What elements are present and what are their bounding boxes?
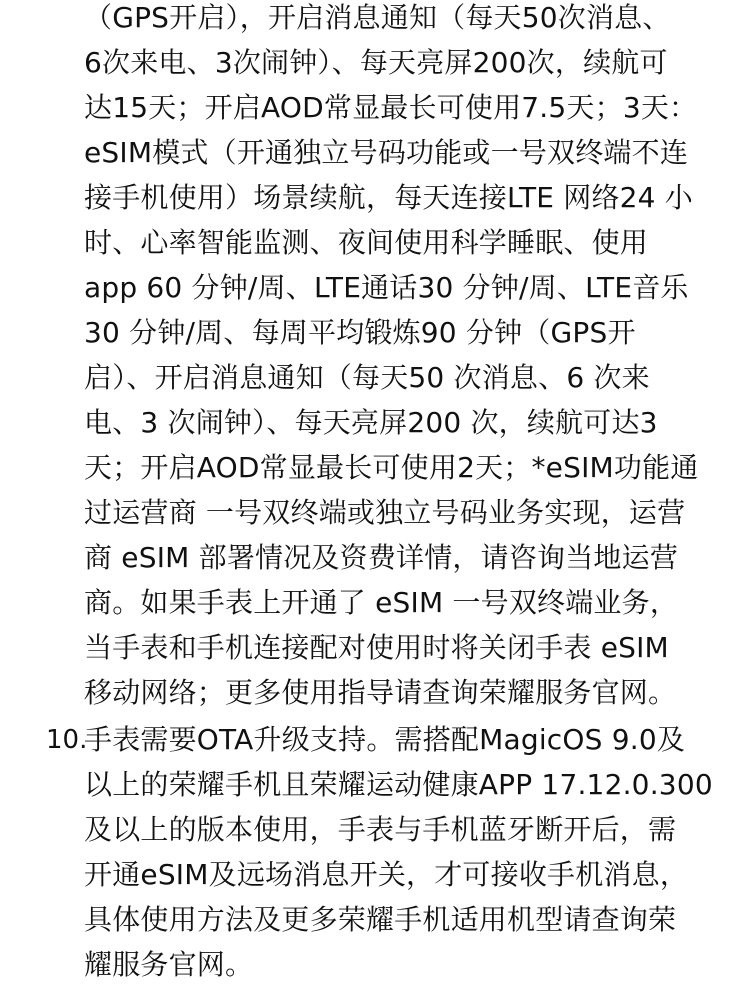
note-9-line: 6次来电、3次闹钟）、每天亮屏200次，续航可 <box>84 46 668 79</box>
note-10-line: 具体使用方法及更多荣耀手机适用机型请查询荣 <box>84 903 677 936</box>
note-10-line: 开通eSIM及远场消息开关，才可接收手机消息， <box>84 858 689 891</box>
note-9-line: 商。如果手表上开通了 eSIM 一号双终端业务， <box>84 586 679 619</box>
note-10-line: 耀服务官网。 <box>84 948 254 981</box>
note-9-line: 天；开启AOD常显最长可使用2天；*eSIM功能通 <box>84 451 699 484</box>
note-9-line: 启）、开启消息通知（每天50 次消息、6 次来 <box>84 361 650 394</box>
note-9-line: 移动网络；更多使用指导请查询荣耀服务官网。 <box>84 676 677 709</box>
note-10-line: 及以上的版本使用，手表与手机蓝牙断开后，需 <box>84 813 677 846</box>
note-9-line: （GPS开启），开启消息通知（每天50次消息、 <box>84 1 671 34</box>
note-9-line: 过运营商 一号双终端或独立号码业务实现，运营 <box>84 496 686 529</box>
note-9-line: 商 eSIM 部署情况及资费详情，请咨询当地运营 <box>84 541 679 574</box>
note-9-line: 30 分钟/周、每周平均锻炼90 分钟（GPS开 <box>84 316 636 349</box>
note-10-number: 10. <box>46 725 88 755</box>
note-9-line: 当手表和手机连接配对使用时将关闭手表 eSIM <box>84 631 669 664</box>
note-9-line: eSIM模式（开通独立号码功能或一号双终端不连 <box>84 136 689 169</box>
note-9-line: 时、心率智能监测、夜间使用科学睡眠、使用 <box>84 226 649 259</box>
note-9-line: 接手机使用）场景续航，每天连接LTE 网络24 小 <box>84 181 693 214</box>
note-9-line: 达15天；开启AOD常显最长可使用7.5天；3天： <box>84 91 698 124</box>
note-10-line: 手表需要OTA升级支持。需搭配MagicOS 9.0及 <box>84 723 686 756</box>
note-9-line: app 60 分钟/周、LTE通话30 分钟/周、LTE音乐 <box>84 271 689 304</box>
note-9-line: 电、3 次闹钟）、每天亮屏200 次，续航可达3 <box>84 406 658 439</box>
note-10-line: 以上的荣耀手机且荣耀运动健康APP 17.12.0.300 <box>84 768 713 801</box>
